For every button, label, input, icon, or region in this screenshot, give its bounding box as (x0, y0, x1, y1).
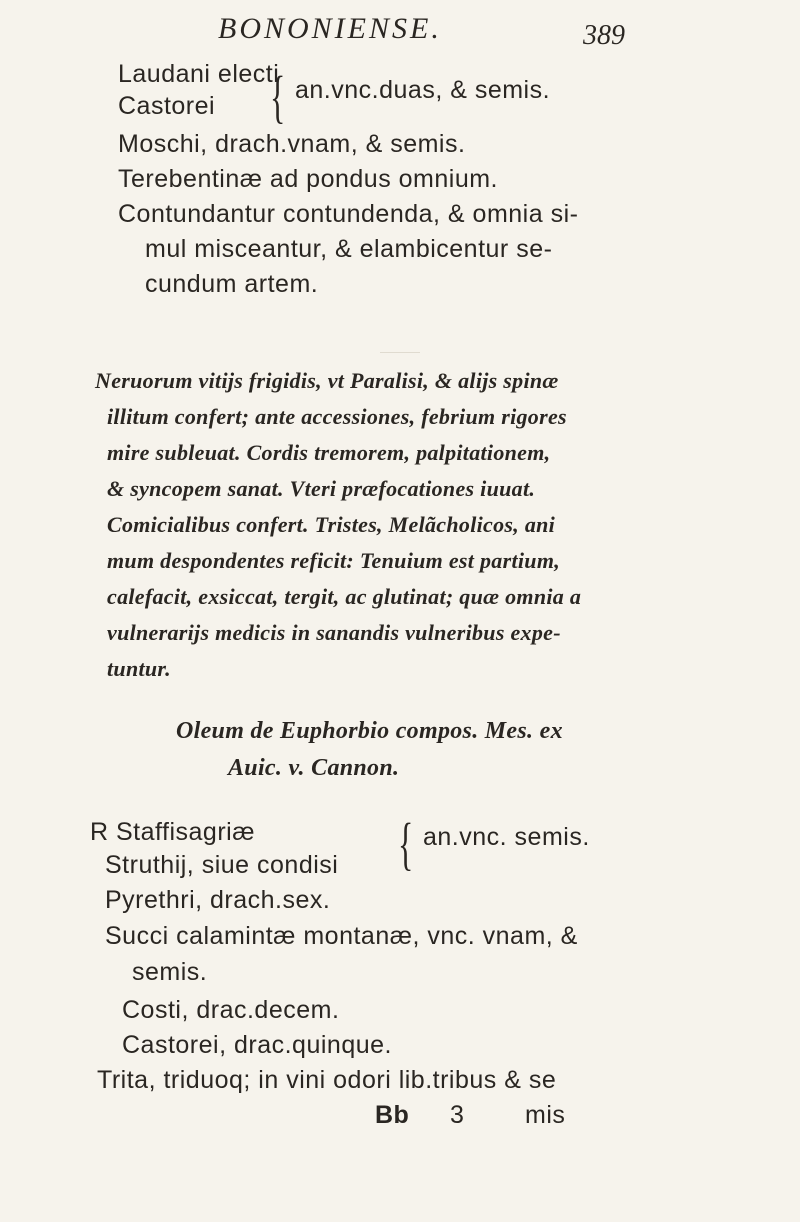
recipe2-line-2: Struthij, siue condisi (105, 851, 339, 879)
recipe1-line-5: Contundantur contundenda, & omnia si- (118, 200, 579, 228)
recipe1-line-4: Terebentinæ ad pondus omnium. (118, 165, 499, 193)
running-title: BONONIENSE. (218, 12, 442, 45)
catchword: mis (525, 1101, 566, 1129)
recipe1-line-3: Moschi, drach.vnam, & semis. (118, 130, 466, 158)
virtues-line-3: mire subleuat. Cordis tremorem, palpitationem, (107, 440, 551, 465)
virtues-line-7: calefacit, exsiccat, tergit, ac glutinat; quæ omnia a (107, 584, 582, 609)
recipe2-brace-text: an.vnc. semis. (423, 823, 590, 851)
signature-number: 3 (450, 1101, 465, 1129)
recipe2-line-5: semis. (132, 958, 208, 986)
recipe1-brace-text: an.vnc.duas, & semis. (295, 76, 551, 104)
recipe2-brace-icon: { (398, 811, 414, 876)
recipe2-line-7: Castorei, drac.quinque. (122, 1031, 392, 1059)
page-number: 389 (583, 20, 625, 51)
virtues-line-8: vulnerarijs medicis in sanandis vulneribus expe- (107, 620, 561, 645)
recipe2-line-1: R Staffisagriæ (90, 818, 255, 846)
signature-mark: Bb (375, 1101, 410, 1129)
divider (380, 352, 420, 353)
heading2-line-1: Oleum de Euphorbio compos. Mes. ex (176, 718, 563, 744)
recipe1-line-7: cundum artem. (145, 270, 319, 298)
virtues-line-6: mum despondentes reficit: Tenuium est partium, (107, 548, 561, 573)
recipe1-brace-icon: { (270, 64, 286, 129)
virtues-line-5: Comicialibus confert. Tristes, Melãcholicos, ani (107, 512, 556, 537)
virtues-line-4: & syncopem sanat. Vteri præfocationes iuuat. (107, 476, 536, 501)
virtues-line-2: illitum confert; ante accessiones, febrium rigores (107, 404, 567, 429)
recipe2-line-4: Succi calamintæ montanæ, vnc. vnam, & (105, 922, 578, 950)
recipe1-line-6: mul misceantur, & elambicentur se- (145, 235, 553, 263)
recipe1-line-2: Castorei (118, 92, 216, 120)
recipe2-line-3: Pyrethri, drach.sex. (105, 886, 331, 914)
recipe1-line-1: Laudani electi (118, 60, 280, 88)
recipe2-line-8: Trita, triduoq; in vini odori lib.tribus & se (97, 1066, 557, 1094)
virtues-line-9: tuntur. (107, 656, 171, 681)
heading2-line-2: Auic. v. Cannon. (228, 755, 400, 781)
recipe2-line-6: Costi, drac.decem. (122, 996, 340, 1024)
virtues-line-1: Neruorum vitijs frigidis, vt Paralisi, & alijs spinæ (95, 368, 559, 393)
